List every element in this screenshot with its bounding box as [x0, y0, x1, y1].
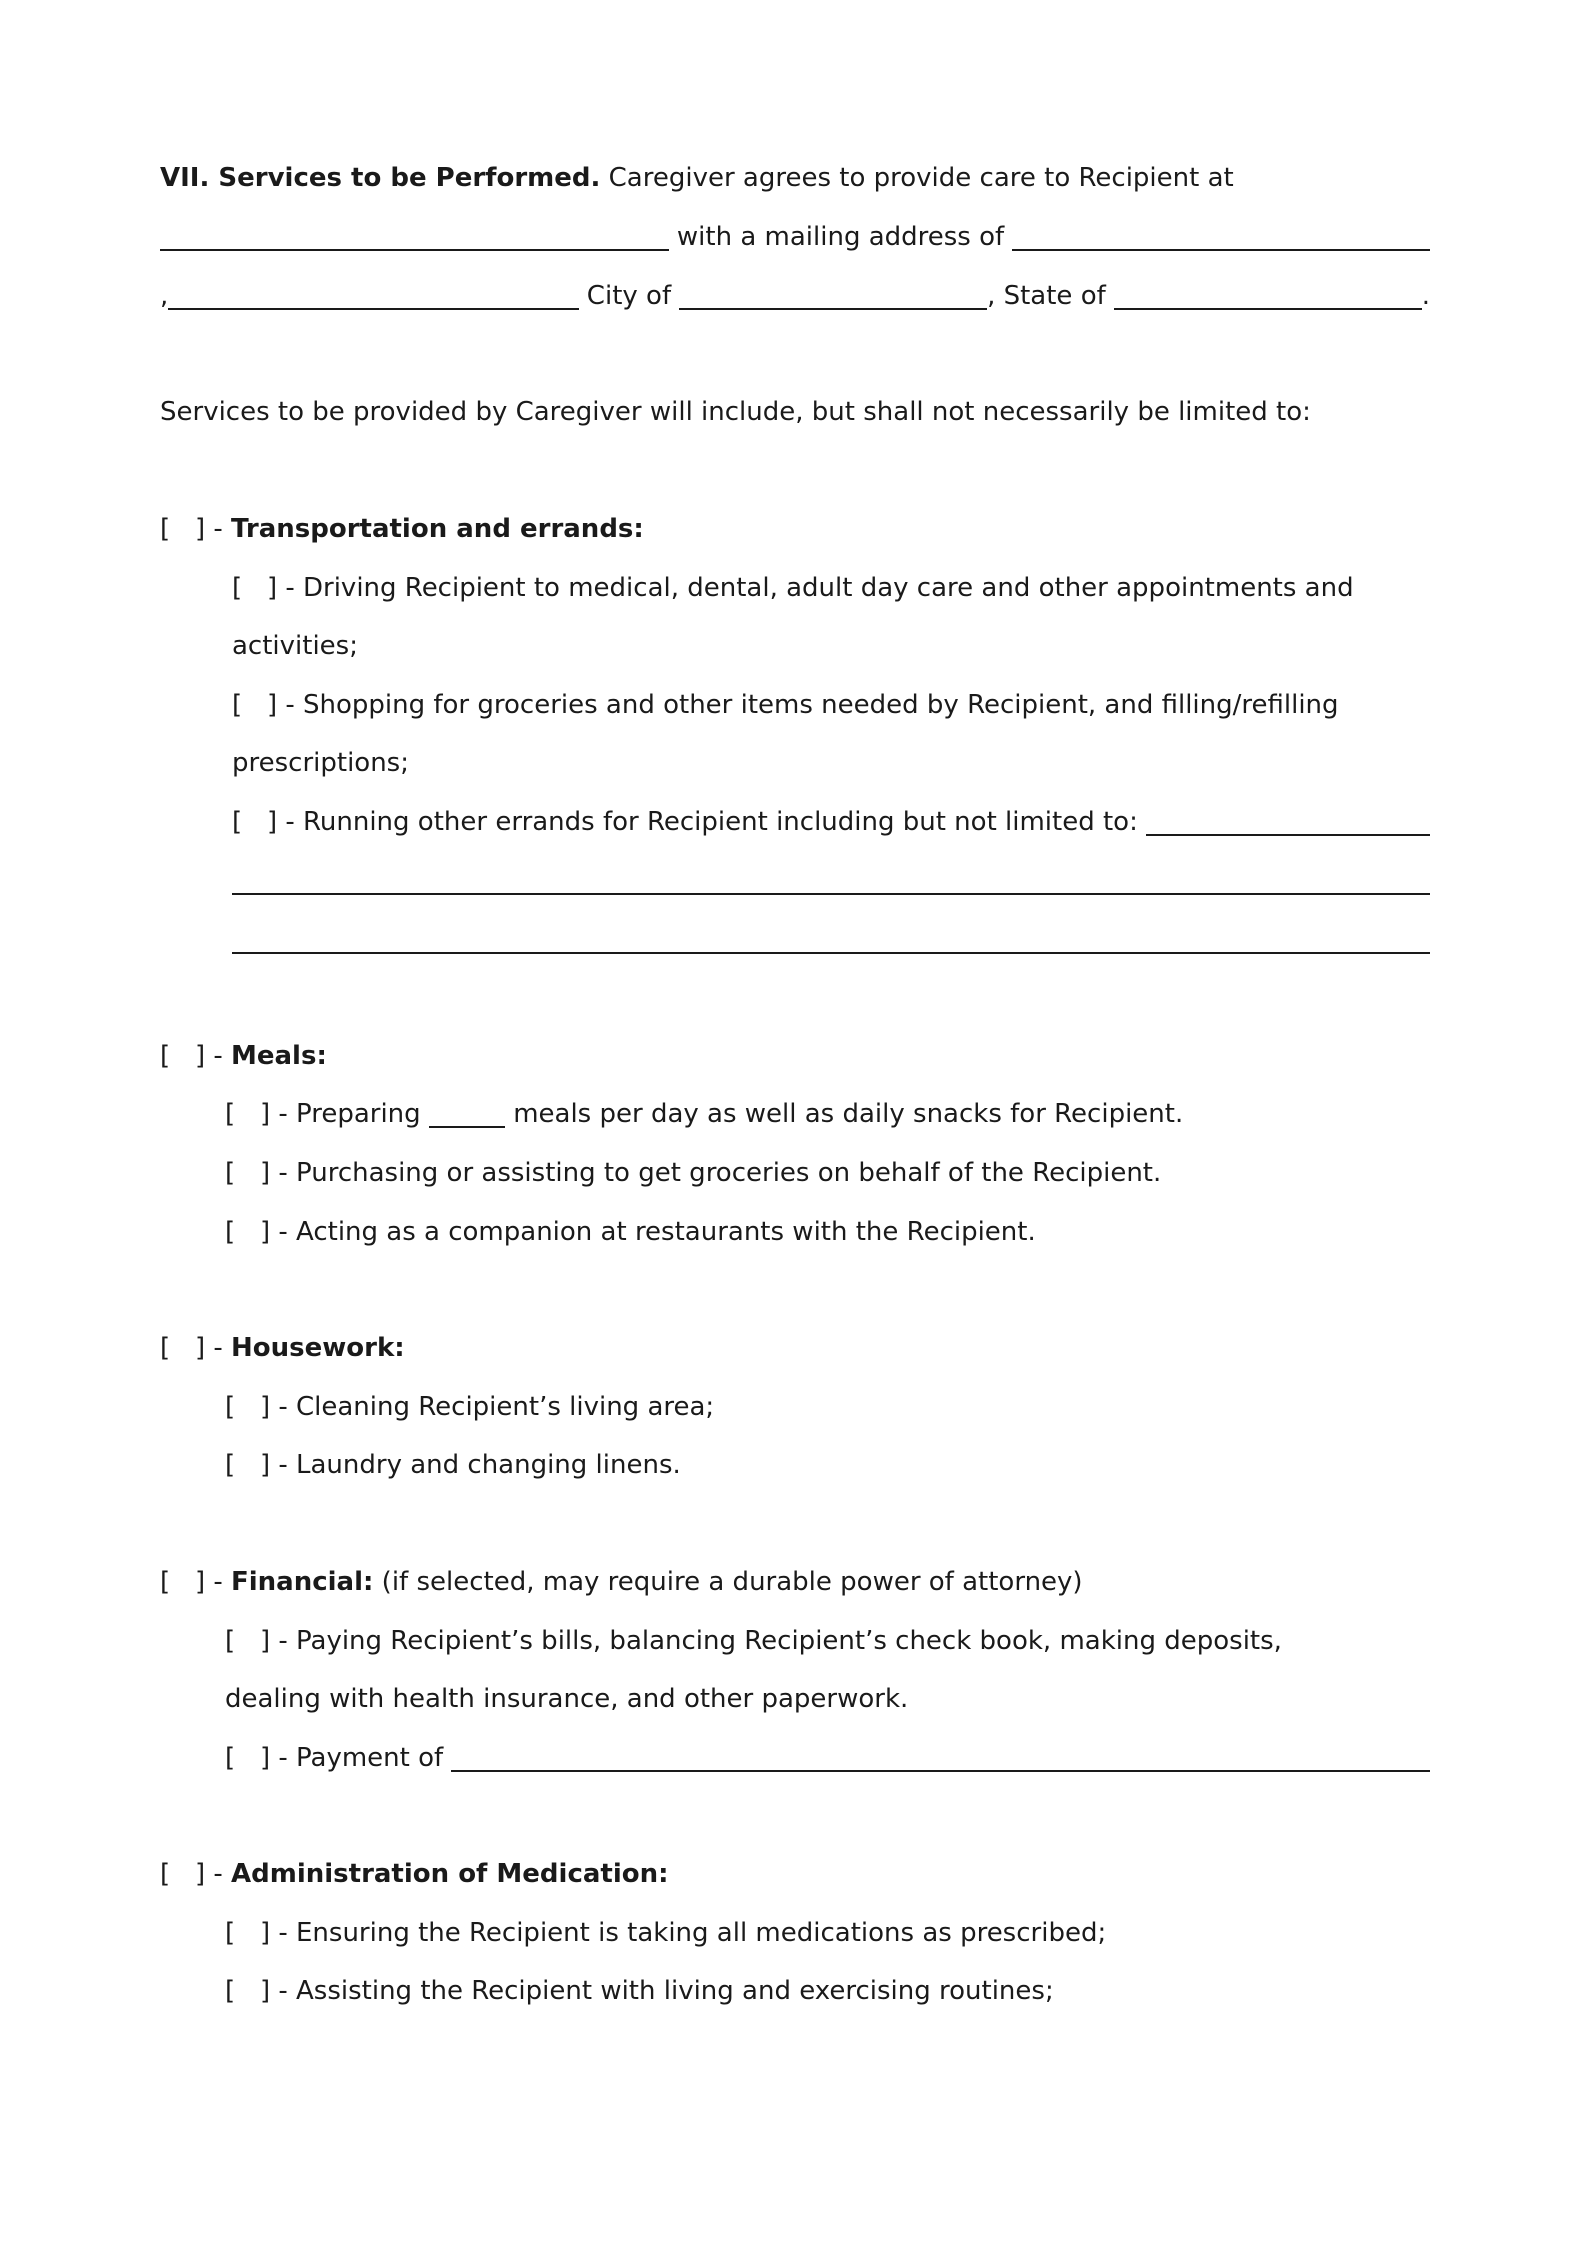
- transport-heading: [160, 509, 1430, 549]
- item-text: Purchasing or assisting to get groceries on behalf of the Recipient.: [296, 1158, 1162, 1188]
- item-text: Shopping for groceries and other items needed by Recipient, and filling/refilling: [303, 690, 1339, 720]
- payment-blank[interactable]: [451, 1740, 1430, 1772]
- intro-line-3: [160, 276, 1430, 316]
- item-text: activities;: [232, 631, 358, 661]
- meals-item-3: [225, 1212, 1430, 1252]
- checkbox[interactable]: [ ] -: [160, 514, 231, 544]
- item-text: Running other errands for Recipient including but not limited to:: [303, 807, 1147, 837]
- street-blank[interactable]: [168, 278, 578, 310]
- housework-heading: [160, 1328, 1430, 1368]
- comma: ,: [160, 281, 169, 311]
- meals-count-blank[interactable]: [429, 1096, 505, 1128]
- checkbox[interactable]: [ ] -: [160, 1567, 231, 1597]
- checkbox[interactable]: [ ] -: [225, 1450, 296, 1480]
- state-blank[interactable]: [1114, 278, 1422, 310]
- item-text: Payment of: [296, 1743, 452, 1773]
- meals-title: Meals:: [231, 1041, 327, 1071]
- checkbox[interactable]: [ ] -: [232, 807, 303, 837]
- medication-item-1: [225, 1913, 1430, 1953]
- transport-item-2: [232, 685, 1430, 725]
- checkbox[interactable]: [ ] -: [225, 1158, 296, 1188]
- errands-blank-line-2: [232, 861, 1430, 901]
- item-text: Paying Recipient’s bills, balancing Recipient’s check book, making deposits,: [296, 1626, 1282, 1656]
- errands-blank[interactable]: [232, 863, 1430, 895]
- errands-blank-line-3: [232, 920, 1430, 960]
- financial-item-2: [225, 1738, 1430, 1778]
- item-text: Driving Recipient to medical, dental, adult day care and other appointments and: [303, 573, 1354, 603]
- section-heading: VII. Services to be Performed.: [160, 163, 601, 193]
- checkbox[interactable]: [ ] -: [225, 1217, 296, 1247]
- city-blank[interactable]: [679, 278, 987, 310]
- mailing-label: with a mailing address of: [668, 222, 1013, 252]
- intro-text: Caregiver agrees to provide care to Recipient at: [600, 163, 1234, 193]
- location-blank[interactable]: [160, 219, 669, 251]
- checkbox[interactable]: [ ] -: [225, 1918, 296, 1948]
- checkbox[interactable]: [ ] -: [225, 1976, 296, 2006]
- errands-blank[interactable]: [1146, 804, 1430, 836]
- services-intro: [160, 392, 1430, 432]
- item-text: meals per day as well as daily snacks for Recipient.: [504, 1099, 1184, 1129]
- errands-blank[interactable]: [232, 922, 1430, 954]
- medication-item-2: [225, 1971, 1430, 2011]
- checkbox[interactable]: [ ] -: [160, 1041, 231, 1071]
- transport-item-2-cont: [232, 743, 1430, 783]
- meals-item-2: [225, 1153, 1430, 1193]
- transport-item-3: [232, 802, 1430, 842]
- medication-heading: [160, 1854, 1430, 1894]
- intro-line-2: [160, 217, 1430, 257]
- mailing-address-blank[interactable]: [1012, 219, 1430, 251]
- state-label: , State of: [987, 281, 1115, 311]
- financial-note: (if selected, may require a durable power of attorney): [373, 1567, 1083, 1597]
- item-text: Ensuring the Recipient is taking all medications as prescribed;: [296, 1918, 1107, 1948]
- checkbox[interactable]: [ ] -: [160, 1859, 231, 1889]
- checkbox[interactable]: [ ] -: [225, 1099, 296, 1129]
- item-text: Laundry and changing linens.: [296, 1450, 681, 1480]
- city-label: City of: [578, 281, 680, 311]
- meals-item-1: [225, 1094, 1430, 1134]
- checkbox[interactable]: [ ] -: [160, 1333, 231, 1363]
- checkbox[interactable]: [ ] -: [225, 1743, 296, 1773]
- transport-title: Transportation and errands:: [231, 514, 644, 544]
- financial-item-1-cont: [225, 1679, 1430, 1719]
- item-text: Assisting the Recipient with living and exercising routines;: [296, 1976, 1054, 2006]
- checkbox[interactable]: [ ] -: [232, 573, 303, 603]
- period: .: [1421, 281, 1430, 311]
- item-text: Acting as a companion at restaurants with the Recipient.: [296, 1217, 1036, 1247]
- transport-item-1-cont: [232, 626, 1430, 666]
- item-text: Preparing: [296, 1099, 429, 1129]
- intro-line-1: [160, 158, 1430, 198]
- item-text: prescriptions;: [232, 748, 409, 778]
- financial-item-1: [225, 1621, 1430, 1661]
- checkbox[interactable]: [ ] -: [225, 1392, 296, 1422]
- medication-title: Administration of Medication:: [231, 1859, 669, 1889]
- housework-item-1: [225, 1387, 1430, 1427]
- housework-title: Housework:: [231, 1333, 405, 1363]
- financial-heading: [160, 1562, 1430, 1602]
- transport-item-1: [232, 568, 1430, 608]
- services-intro-text: Services to be provided by Caregiver will include, but shall not necessarily be limited to:: [160, 397, 1311, 427]
- financial-title: Financial:: [231, 1567, 374, 1597]
- checkbox[interactable]: [ ] -: [225, 1626, 296, 1656]
- item-text: dealing with health insurance, and other paperwork.: [225, 1684, 909, 1714]
- checkbox[interactable]: [ ] -: [232, 690, 303, 720]
- housework-item-2: [225, 1445, 1430, 1485]
- meals-heading: [160, 1036, 1430, 1076]
- item-text: Cleaning Recipient’s living area;: [296, 1392, 715, 1422]
